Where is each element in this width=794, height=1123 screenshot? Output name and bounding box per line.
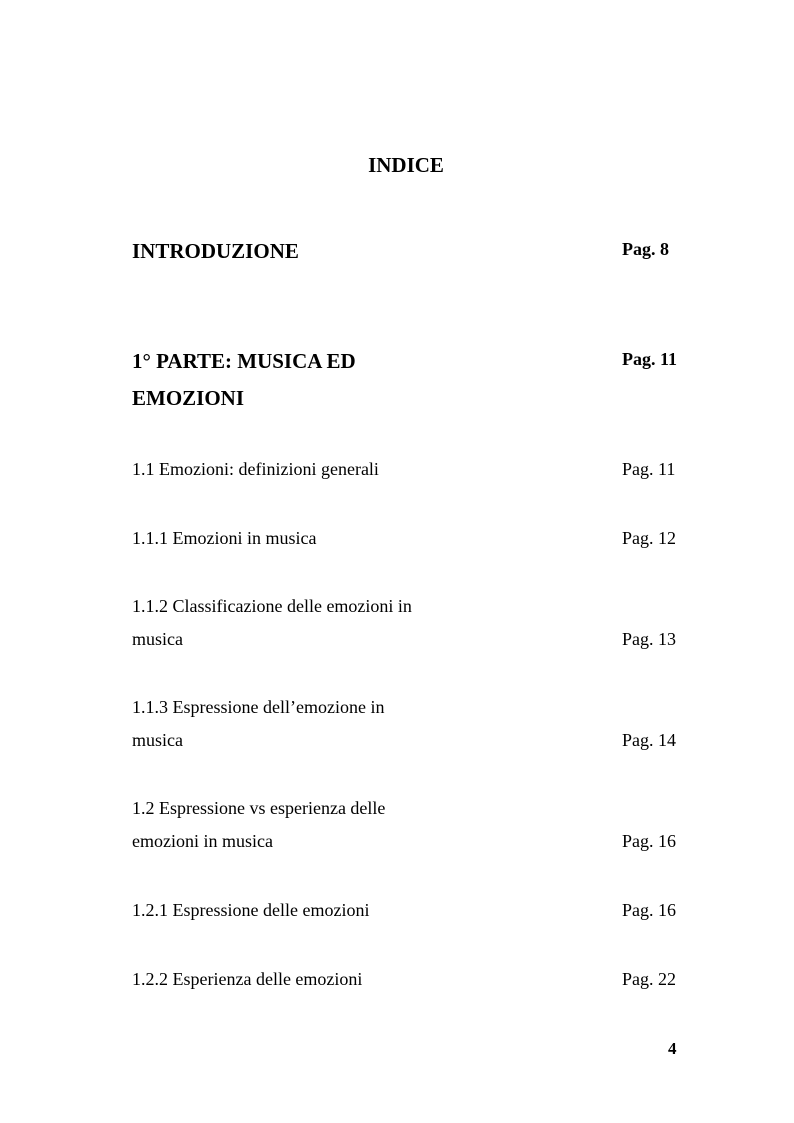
toc-entry-page: Pag. 13	[622, 629, 676, 649]
toc-entry-page: Pag. 22	[622, 969, 676, 989]
toc-entry-page: Pag. 16	[622, 900, 676, 920]
toc-entry-text: 1.1.1 Emozioni in musica	[132, 528, 317, 548]
toc-entry-text: 1° PARTE: MUSICA ED EMOZIONI	[132, 349, 356, 410]
toc-entry-text: 1.2.1 Espressione delle emozioni	[132, 900, 370, 920]
index-title: INDICE	[368, 153, 444, 177]
page-number: 4	[668, 1039, 677, 1058]
toc-entry-page: Pag. 16	[622, 831, 676, 851]
toc-entry-page: Pag. 14	[622, 730, 676, 750]
toc-entry-text: INTRODUZIONE	[132, 239, 299, 263]
toc-entry-page: Pag. 11	[622, 459, 676, 479]
toc-entry-text: 1.1.3 Espressione dell’emozione in musica	[132, 697, 385, 750]
toc-entry-text: 1.2.2 Esperienza delle emozioni	[132, 969, 363, 989]
toc-entry-page: Pag. 12	[622, 528, 676, 548]
toc-entry-text: 1.2 Espressione vs esperienza delle emozioni in musica	[132, 798, 386, 851]
toc-entry-text: 1.1.2 Classificazione delle emozioni in musica	[132, 596, 412, 649]
toc-entry-text: 1.1 Emozioni: definizioni generali	[132, 459, 379, 479]
toc-entry-page: Pag. 8	[622, 239, 669, 259]
toc-entry-page: Pag. 11	[622, 349, 678, 369]
